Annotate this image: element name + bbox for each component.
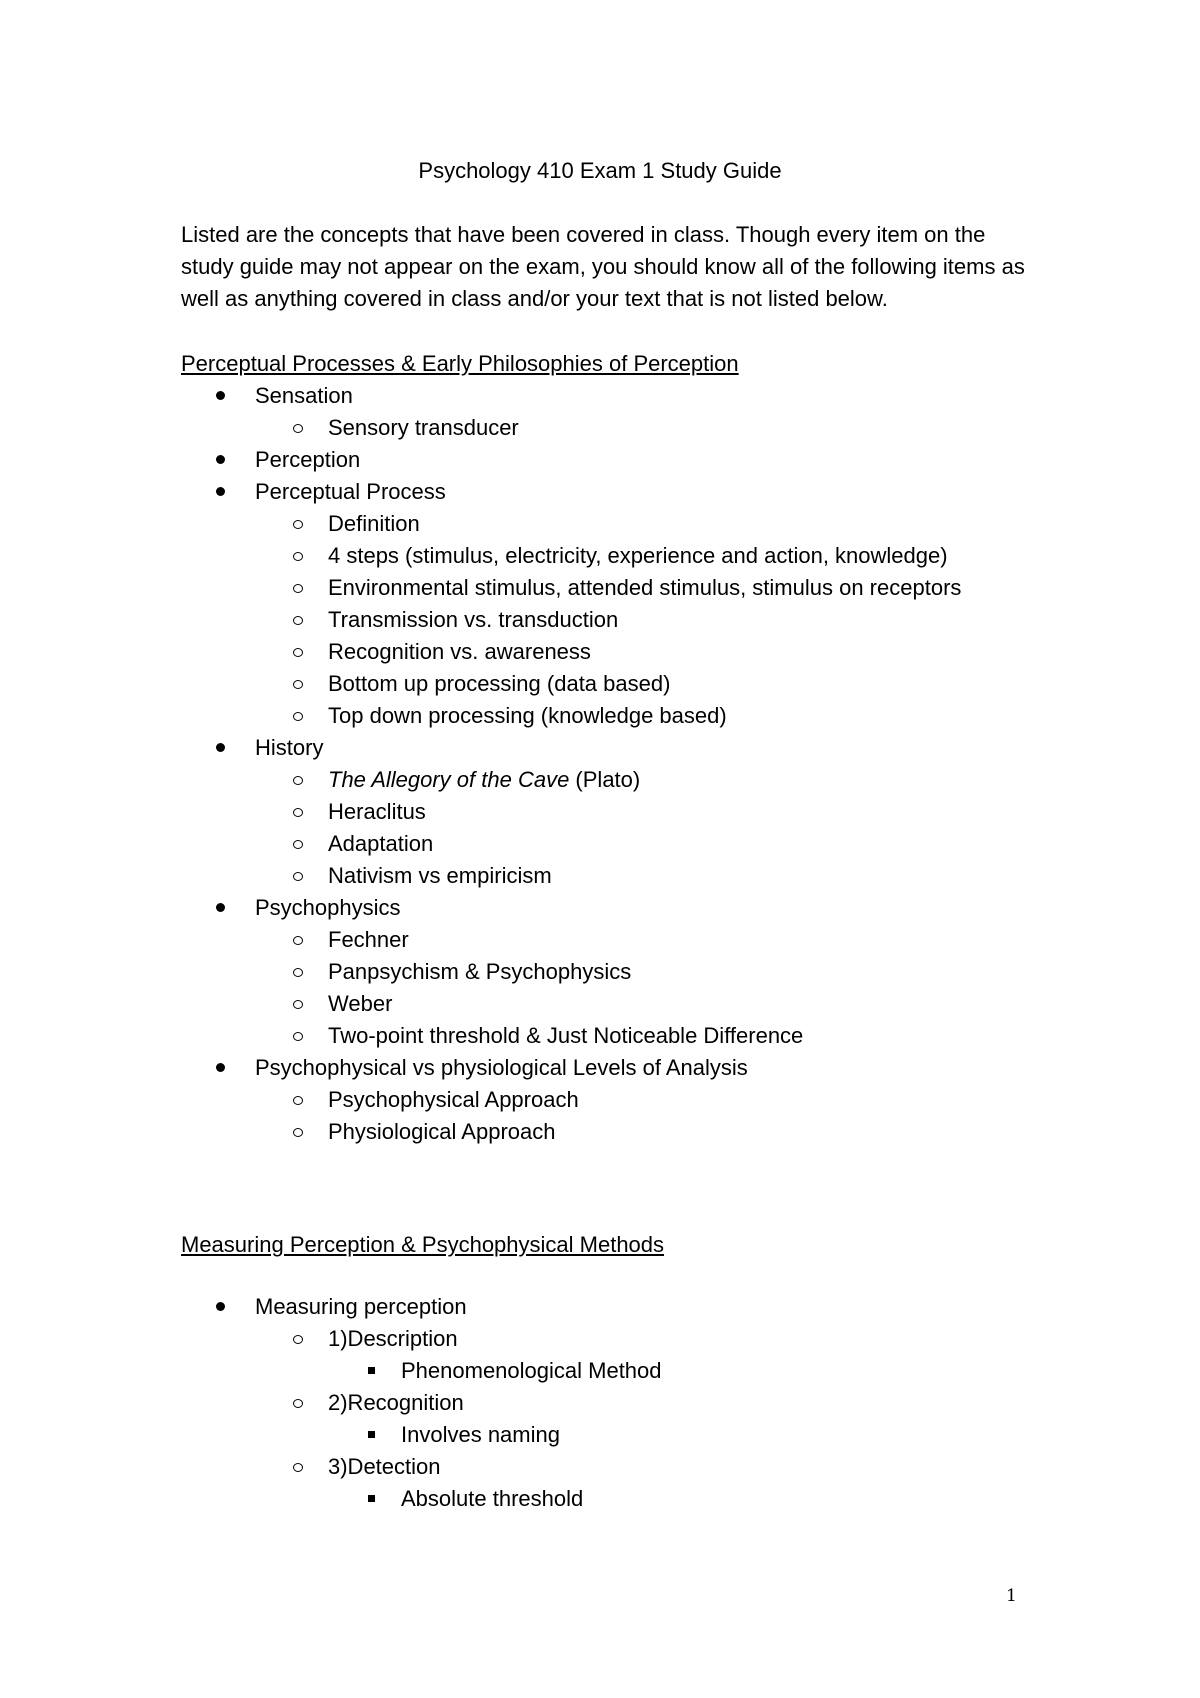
circle-bullet-icon: [293, 552, 303, 561]
circle-bullet-icon: [293, 936, 303, 945]
allegory-title: The Allegory of the Cave: [328, 767, 570, 792]
list-item: Sensation: [181, 380, 1041, 412]
bullet-icon: [216, 743, 225, 752]
circle-bullet-icon: [293, 1335, 303, 1344]
circle-bullet-icon: [293, 1032, 303, 1041]
circle-bullet-icon: [293, 616, 303, 625]
circle-bullet-icon: [293, 872, 303, 881]
document-title: Psychology 410 Exam 1 Study Guide: [418, 158, 782, 183]
list-item: 3)Detection: [181, 1451, 1041, 1483]
list-item: Involves naming: [181, 1419, 1041, 1451]
list-item: Top down processing (knowledge based): [181, 700, 1041, 732]
list-item: Weber: [181, 988, 1041, 1020]
circle-bullet-icon: [293, 1000, 303, 1009]
allegory-author: (Plato): [569, 767, 641, 792]
circle-bullet-icon: [293, 968, 303, 977]
list-item: 1)Description: [181, 1323, 1041, 1355]
intro-paragraph: Listed are the concepts that have been covered in class. Though every item on the study guide may not appear on the exam, you should know all of the following items as well as anything covered in class and/or your text that is not listed below.: [181, 222, 1025, 311]
list-item: 4 steps (stimulus, electricity, experience and action, knowledge): [181, 540, 1041, 572]
circle-bullet-icon: [293, 1096, 303, 1105]
circle-bullet-icon: [293, 776, 303, 785]
section-heading-perceptual-processes: Perceptual Processes & Early Philosophies of Perception: [181, 351, 739, 376]
circle-bullet-icon: [293, 1463, 303, 1472]
bullet-icon: [216, 487, 225, 496]
list-item: Two-point threshold & Just Noticeable Difference: [181, 1020, 1041, 1052]
list-item: Absolute threshold: [181, 1483, 1041, 1515]
bullet-icon: [216, 455, 225, 464]
list-item: Adaptation: [181, 828, 1041, 860]
list-item: [181, 764, 1041, 796]
square-bullet-icon: [368, 1495, 375, 1502]
circle-bullet-icon: [293, 1128, 303, 1137]
list-item: Fechner: [181, 924, 1041, 956]
section-list-perceptual-processes: [181, 380, 1041, 1148]
circle-bullet-icon: [293, 808, 303, 817]
bullet-icon: [216, 1063, 225, 1072]
list-item: Perception: [181, 444, 1041, 476]
list-item: Environmental stimulus, attended stimulus, stimulus on receptors: [181, 572, 1041, 604]
circle-bullet-icon: [293, 520, 303, 529]
list-item: Physiological Approach: [181, 1116, 1041, 1148]
square-bullet-icon: [368, 1431, 375, 1438]
list-item: Phenomenological Method: [181, 1355, 1041, 1387]
list-item: Recognition vs. awareness: [181, 636, 1041, 668]
bullet-icon: [216, 1302, 225, 1311]
list-item: Psychophysics: [181, 892, 1041, 924]
bullet-icon: [216, 903, 225, 912]
list-item: Heraclitus: [181, 796, 1041, 828]
list-item: Nativism vs empiricism: [181, 860, 1041, 892]
list-item: Transmission vs. transduction: [181, 604, 1041, 636]
circle-bullet-icon: [293, 424, 303, 433]
circle-bullet-icon: [293, 1399, 303, 1408]
circle-bullet-icon: [293, 840, 303, 849]
list-item: 2)Recognition: [181, 1387, 1041, 1419]
list-item: Perceptual Process: [181, 476, 1041, 508]
circle-bullet-icon: [293, 680, 303, 689]
list-item: Panpsychism & Psychophysics: [181, 956, 1041, 988]
list-item: Psychophysical Approach: [181, 1084, 1041, 1116]
list-item: Psychophysical vs physiological Levels of Analysis: [181, 1052, 1041, 1084]
list-item: History: [181, 732, 1041, 764]
circle-bullet-icon: [293, 712, 303, 721]
list-item: Sensory transducer: [181, 412, 1041, 444]
list-item: Measuring perception: [181, 1291, 1041, 1323]
square-bullet-icon: [368, 1367, 375, 1374]
section-heading-measuring-perception: Measuring Perception & Psychophysical Methods: [181, 1232, 665, 1257]
circle-bullet-icon: [293, 584, 303, 593]
circle-bullet-icon: [293, 648, 303, 657]
section-list-measuring-perception: [181, 1291, 1041, 1515]
page-number: 1: [1006, 1586, 1017, 1606]
list-item: Definition: [181, 508, 1041, 540]
list-item: Bottom up processing (data based): [181, 668, 1041, 700]
bullet-icon: [216, 391, 225, 400]
